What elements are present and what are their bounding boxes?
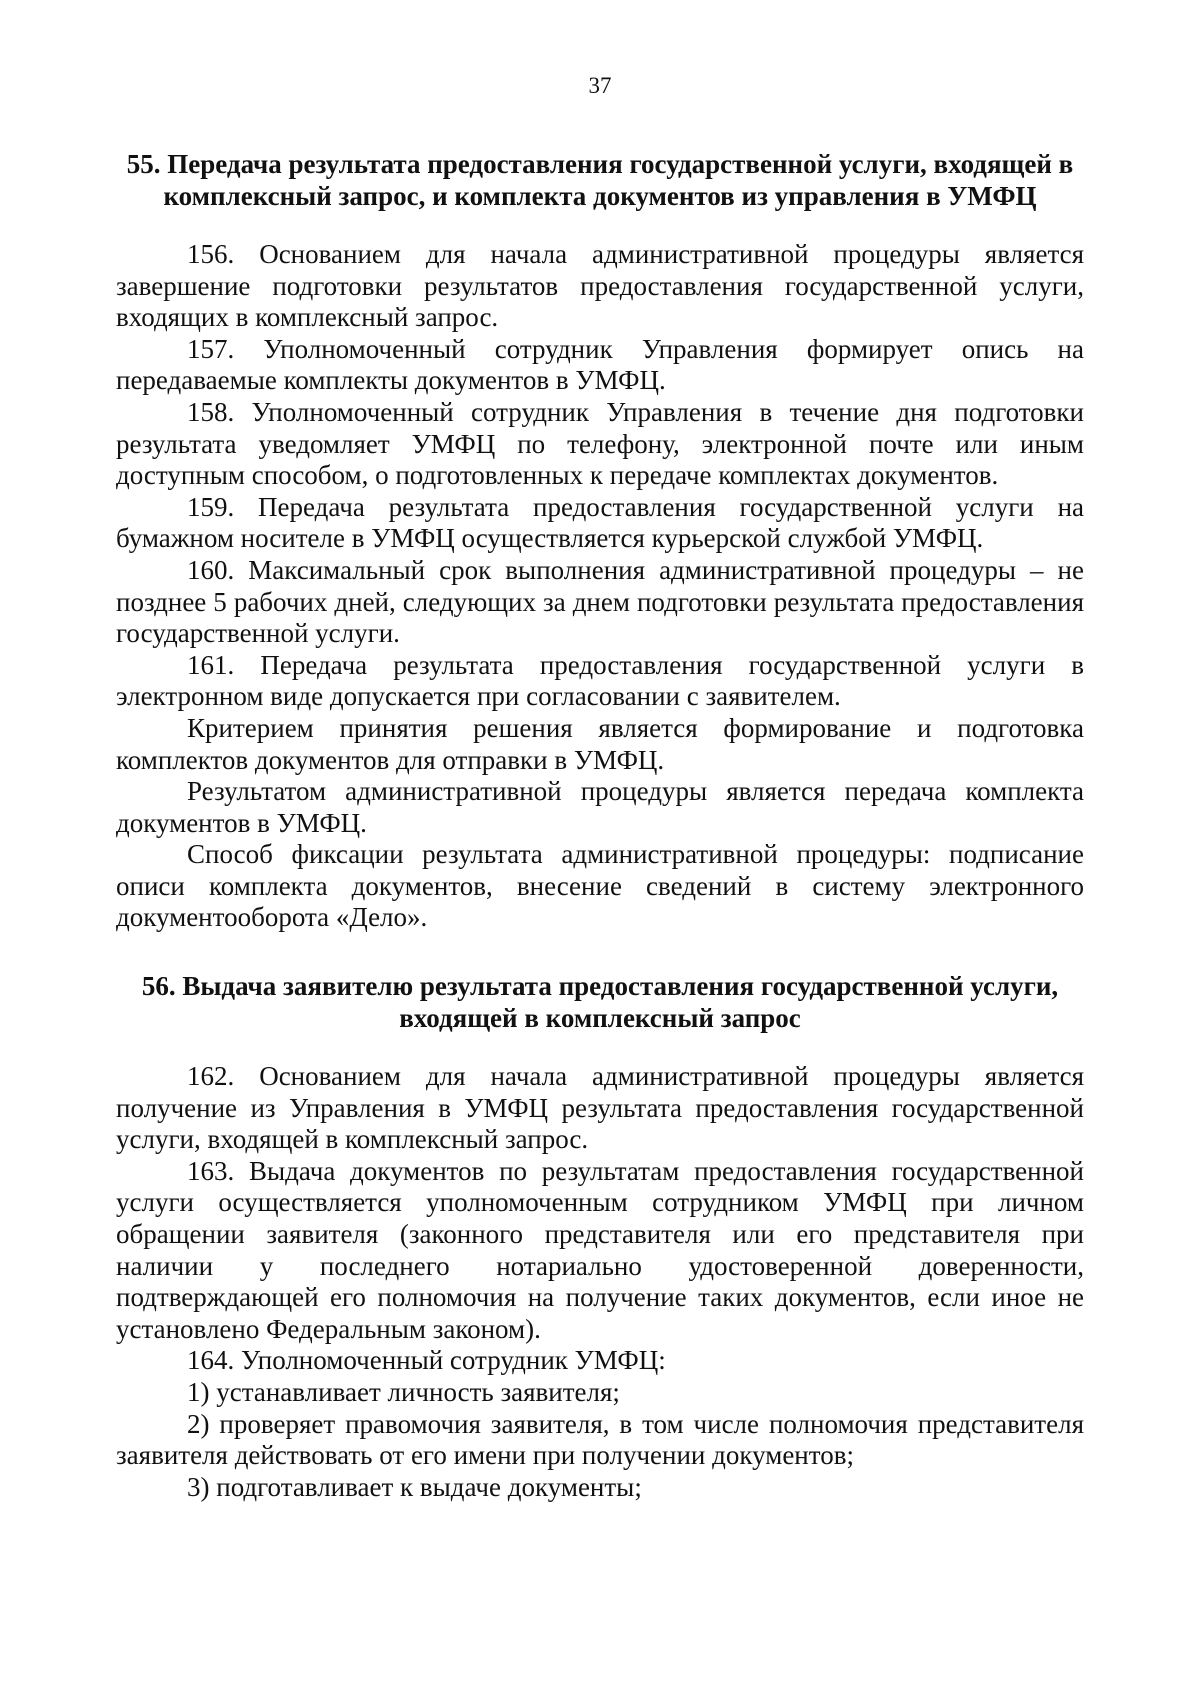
section-heading-56: 56. Выдача заявителю результата предоставления государственной услуги, входящей в комплексный запрос [141, 971, 1059, 1034]
page-number: 37 [588, 73, 612, 98]
paragraph-158: 158. Уполномоченный сотрудник Управления в течение дня подготовки результата уведомляет УМФЦ по телефону, электронной почте или иным доступным способом, о подготовленных к передаче комплектах документов. [116, 396, 1084, 491]
paragraph-164: 164. Уполномоченный сотрудник УМФЦ: [187, 1345, 666, 1376]
section-heading-55: 55. Передача результата предоставления государственной услуги, входящей в комплексный запрос, и комплекта документов из управления в УМФЦ [126, 149, 1074, 211]
paragraph-162: 162. Основанием для начала административной процедуры является получение из Управления в УМФЦ результата предоставления государственной услуги, входящей в комплексный запрос. [116, 1061, 1084, 1155]
paragraph-result: Результатом административной процедуры является передача комплекта документов в УМФЦ. [116, 776, 1084, 838]
paragraph-159: 159. Передача результата предоставления государственной услуги на бумажном носителе в УМФЦ осуществляется курьерской службой УМФЦ. [116, 491, 1084, 554]
paragraph-criterion: Критерием принятия решения является формирование и подготовка комплектов документов для отправки в УМФЦ. [116, 712, 1084, 775]
paragraph-fixation-method: Способ фиксации результата административной процедуры: подписание описи комплекта документов, внесение сведений в систему электронного документооборота «Дело». [116, 839, 1084, 933]
paragraph-161: 161. Передача результата предоставления государственной услуги в электронном виде допускается при согласовании с заявителем. [116, 649, 1084, 712]
paragraph-157: 157. Уполномоченный сотрудник Управления формирует опись на передаваемые комплекты документов в УМФЦ. [116, 333, 1084, 396]
paragraph-156: 156. Основанием для начала административной процедуры является завершение подготовки результатов предоставления государственной услуги, входящих в комплексный запрос. [116, 239, 1084, 333]
list-item-1: 1) устанавливает личность заявителя; [187, 1377, 620, 1407]
paragraph-160: 160. Максимальный срок выполнения административной процедуры – не позднее 5 рабочих дней, следующих за днем подготовки результата предоставления государственной услуги. [116, 554, 1084, 649]
paragraph-163: 163. Выдача документов по результатам предоставления государственной услуги осуществляется уполномоченным сотрудником УМФЦ при личном обращении заявителя (законного представителя или его представителя при наличии у последнего нотариально удостоверенной доверенности, подтверждающей его полномочия на получение таких документов, если иное не установлено Федеральным законом). [116, 1155, 1084, 1344]
list-item-3: 3) подготавливает к выдаче документы; [187, 1471, 642, 1502]
list-item-2: 2) проверяет правомочия заявителя, в том числе полномочия представителя заявителя действовать от его имени при получении документов; [116, 1408, 1084, 1471]
document-body [116, 148, 1084, 1503]
